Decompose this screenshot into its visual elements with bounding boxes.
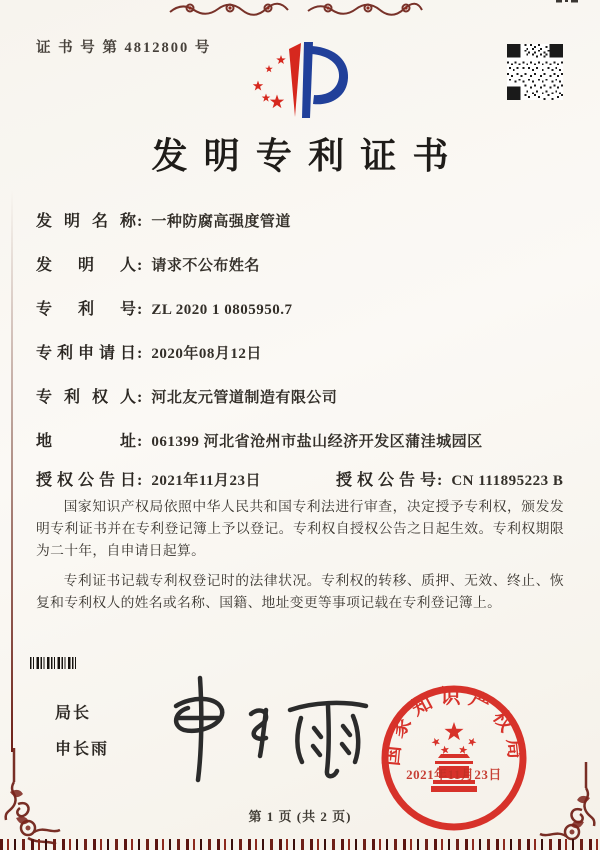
seal-arc-text: 国家知识产权局 — [381, 686, 527, 767]
field-colon: : — [137, 433, 143, 450]
field-patent-number — [36, 298, 566, 322]
page-title: 发明专利证书 — [151, 136, 465, 176]
grant-row — [36, 469, 566, 493]
field-list — [36, 210, 566, 493]
field-colon: : — [137, 301, 143, 318]
left-edge-line — [11, 190, 13, 752]
field-value: 061399 河北省沧州市盐山经济开发区蒲洼城园区 — [151, 434, 483, 450]
field-value: CN 111895223 B — [451, 473, 564, 489]
barcode-icon — [30, 657, 77, 669]
top-right-edge-mark — [556, 0, 592, 8]
signer-title: 局长 — [55, 705, 92, 722]
field-grant-number — [336, 469, 563, 493]
field-application-date — [36, 342, 566, 366]
legal-text — [36, 496, 564, 623]
field-value: 2021年11月23日 — [151, 473, 262, 489]
page-number: 第 1 页 (共 2 页) — [248, 809, 352, 824]
field-colon: : — [137, 389, 143, 406]
signer-name: 申长雨 — [55, 741, 110, 758]
field-grant-date — [36, 469, 336, 493]
legal-paragraph-2: 专利证书记载专利权登记时的法律状况。专利权的转移、质押、无效、终止、恢复和专利权人的姓名或名称、国籍、地址变更等事项记载在专利登记簿上。 — [36, 573, 564, 611]
field-label: 专利申请日 — [36, 345, 136, 362]
legal-paragraph-1: 国家知识产权局依照中华人民共和国专利法进行审查，决定授予专利权，颁发发明专利证书并在专利登记簿上予以登记。专利权自授权公告之日起生效。专利权期限为二十年，自申请日起算。 — [36, 499, 564, 558]
field-colon: : — [137, 345, 143, 362]
bottom-left-ornament — [2, 748, 112, 848]
seal-date: 2021年11月23日 — [406, 767, 502, 782]
certificate-number: 证 书 号 第 4812800 号 — [36, 40, 212, 56]
field-colon: : — [137, 257, 143, 274]
field-label: 授权公告日 — [36, 472, 136, 489]
field-label: 授权公告号 — [336, 472, 436, 489]
field-value: 请求不公布姓名 — [151, 258, 260, 274]
field-label: 发明人 — [36, 257, 136, 274]
field-colon: : — [137, 472, 143, 489]
cnipa-patent-logo-icon — [225, 36, 355, 128]
field-patentee — [36, 386, 566, 410]
field-label: 专利权人 — [36, 389, 136, 406]
qr-code-icon — [507, 44, 563, 100]
bottom-ornament-strip — [0, 839, 600, 850]
field-value: 2020年08月12日 — [151, 346, 262, 362]
field-label: 地址 — [36, 433, 136, 450]
field-label: 发明名称 — [36, 213, 136, 230]
field-label: 专利号 — [36, 301, 136, 318]
field-invention-name — [36, 210, 566, 234]
field-value: 一种防腐高强度管道 — [151, 214, 291, 230]
top-ornament-border — [168, 0, 426, 18]
field-value: ZL 2020 1 0805950.7 — [151, 302, 293, 318]
cnipa-seal-icon — [378, 682, 530, 834]
field-colon: : — [137, 213, 143, 230]
handwritten-signature-icon — [148, 668, 378, 788]
field-address — [36, 430, 566, 454]
field-colon: : — [437, 472, 443, 489]
field-value: 河北友元管道制造有限公司 — [151, 390, 338, 406]
field-inventor — [36, 254, 566, 278]
